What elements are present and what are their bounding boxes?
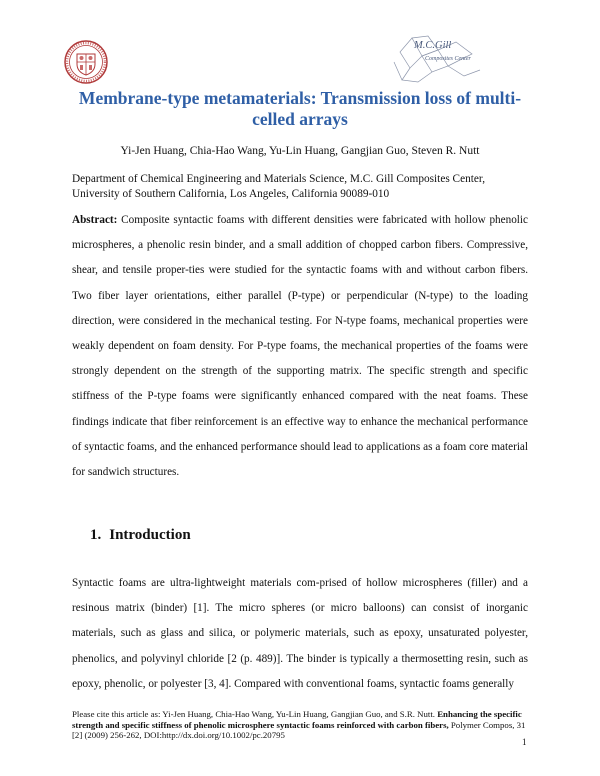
university-seal-icon [64,40,108,84]
paper-title: Membrane-type metamaterials: Transmission loss of multi-celled arrays [78,88,522,129]
page-number: 1 [522,737,527,747]
section-heading [90,527,199,544]
abstract-label: Abstract: [72,214,118,226]
citation-title: Enhancing the specific strength and specific stiffness of phenolic microsphere syntactic foams reinforced with carbon fibers, [72,709,522,730]
author-list: Yi-Jen Huang, Chia-Hao Wang, Yu-Lin Huang, Gangjian Guo, Steven R. Nutt [120,145,480,157]
affiliation-line-2: University of Southern California, Los Angeles, California 90089-010 [72,187,390,200]
citation-prefix: Please cite this article as: Yi-Jen Huang, Chia-Hao Wang, Yu-Lin Huang, Gangjian Guo, and S.R. Nutt. [72,709,438,719]
affiliation-line-1: Department of Chemical Engineering and Materials Science, M.C. Gill Composites Center, [72,173,486,185]
citation-suffix: Polymer Compos, 31 [2] (2009) 256-262, DOI:http://dx.doi.org/10.1002/pc.20795 [72,719,526,741]
affiliation [72,172,532,201]
section-title: Introduction [109,527,191,543]
section-number: 1. [90,527,102,543]
citation-footer [72,709,528,741]
introduction-paragraph: Syntactic foams are ultra-lightweight materials com-prised of hollow microspheres (filler) and a resinous matrix (binder) [1]. The micro spheres (or micro balloons) can consist of inorganic materials, such as glass and silica, or polymeric materials, such as epoxy, unsaturated polyester, phenolics, and polyvinyl chloride [2 (p. 489)]. The binder is typically a thermosetting resin, such as epoxy, phenolic, or polyester [3, 4]. Compared with conventional foams, syntactic foams generally [72,577,528,690]
abstract-text: Composite syntactic foams with different densities were fabricated with hollow phenolic microspheres, a phenolic resin binder, and a small addition of chopped carbon fibers. Compressive, shear, and tensile proper-ties were studied for the syntactic foams with and without carbon fibers. Two fiber layer orientations, either parallel (P-type) or perpendicular (N-type) to the loading direction, were considered in the mechanical testing. For N-type foams, mechanical properties were weakly dependent on foam density. For P-type foams, the mechanical properties of the foams were strongly dependent on the strength of the supporting matrix. The specific strength and specific stiffness of the P-type foams were significantly enhanced compared with the neat foams. These findings indicate that fiber reinforcement is an effective way to enhance the mechanical performance of syntactic foams, and the enhanced performance should lead to applications as a foam core material for sandwich structures. [72,214,528,479]
logo-wordmark: M.C.Gill [414,40,452,51]
logo-subtitle: Composites Center [425,56,471,62]
abstract [72,208,528,485]
